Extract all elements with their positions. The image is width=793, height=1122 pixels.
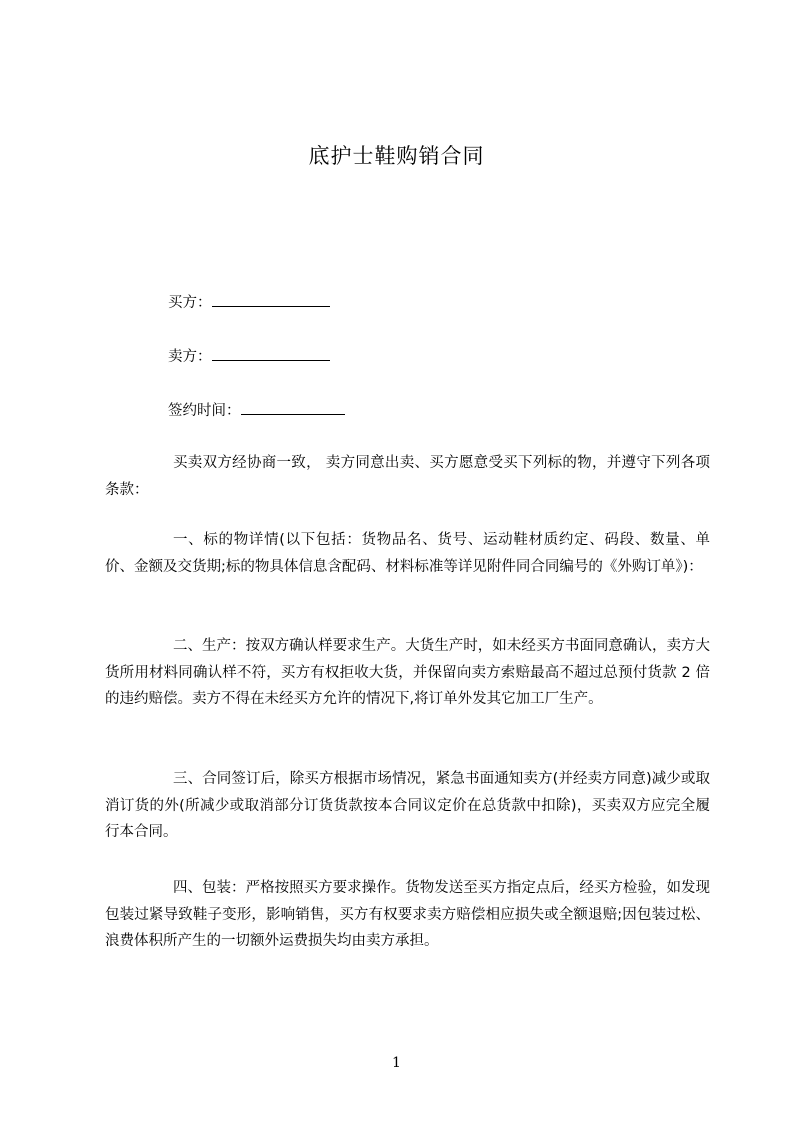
- clause-1-paragraph: 一、标的物详情(以下包括：货物品名、货号、运动鞋材质约定、码段、数量、单价、金额及交货期;标的物具体信息含配码、材料标准等详见附件同合同编号的《外购订单》)：: [105, 532, 710, 575]
- seller-blank-line: [212, 347, 330, 361]
- buyer-field: [168, 291, 330, 312]
- clause-4-paragraph: 四、包装：严格按照买方要求操作。货物发送至买方指定点后，经买方检验，如发现包装过紧导致鞋子变形，影响销售，买方有权要求卖方赔偿相应损失或全额退赔;因包装过松、浪费体积所产生的一切额外运费损失均由卖方承担。: [105, 880, 710, 949]
- seller-label: 卖方：: [168, 349, 212, 365]
- seller-field: [168, 345, 330, 366]
- clause-3-paragraph: 三、合同签订后，除买方根据市场情况，紧急书面通知卖方(并经卖方同意)减少或取消订货的外(所减少或取消部分订货货款按本合同议定价在总货款中扣除)，买卖双方应完全履行本合同。: [105, 771, 710, 840]
- sign-time-blank-line: [241, 401, 345, 415]
- sign-time-label: 签约时间：: [168, 403, 241, 419]
- document-title: 底护士鞋购销合同: [308, 144, 485, 168]
- buyer-label: 买方：: [168, 295, 212, 311]
- page-number: 1: [392, 1055, 401, 1071]
- intro-paragraph: 买卖双方经协商一致， 卖方同意出卖、买方愿意受买下列标的物，并遵守下列各项条款：: [105, 455, 710, 498]
- buyer-blank-line: [212, 293, 330, 307]
- sign-time-field: [168, 399, 345, 420]
- clause-2-paragraph: 二、生产：按双方确认样要求生产。大货生产时，如未经买方书面同意确认，卖方大货所用材料同确认样不符，买方有权拒收大货，并保留向卖方索赔最高不超过总预付货款 2 倍的违约赔偿。卖方不得在未经买方允许的情况下,将订单外发其它加工厂生产。: [105, 638, 710, 707]
